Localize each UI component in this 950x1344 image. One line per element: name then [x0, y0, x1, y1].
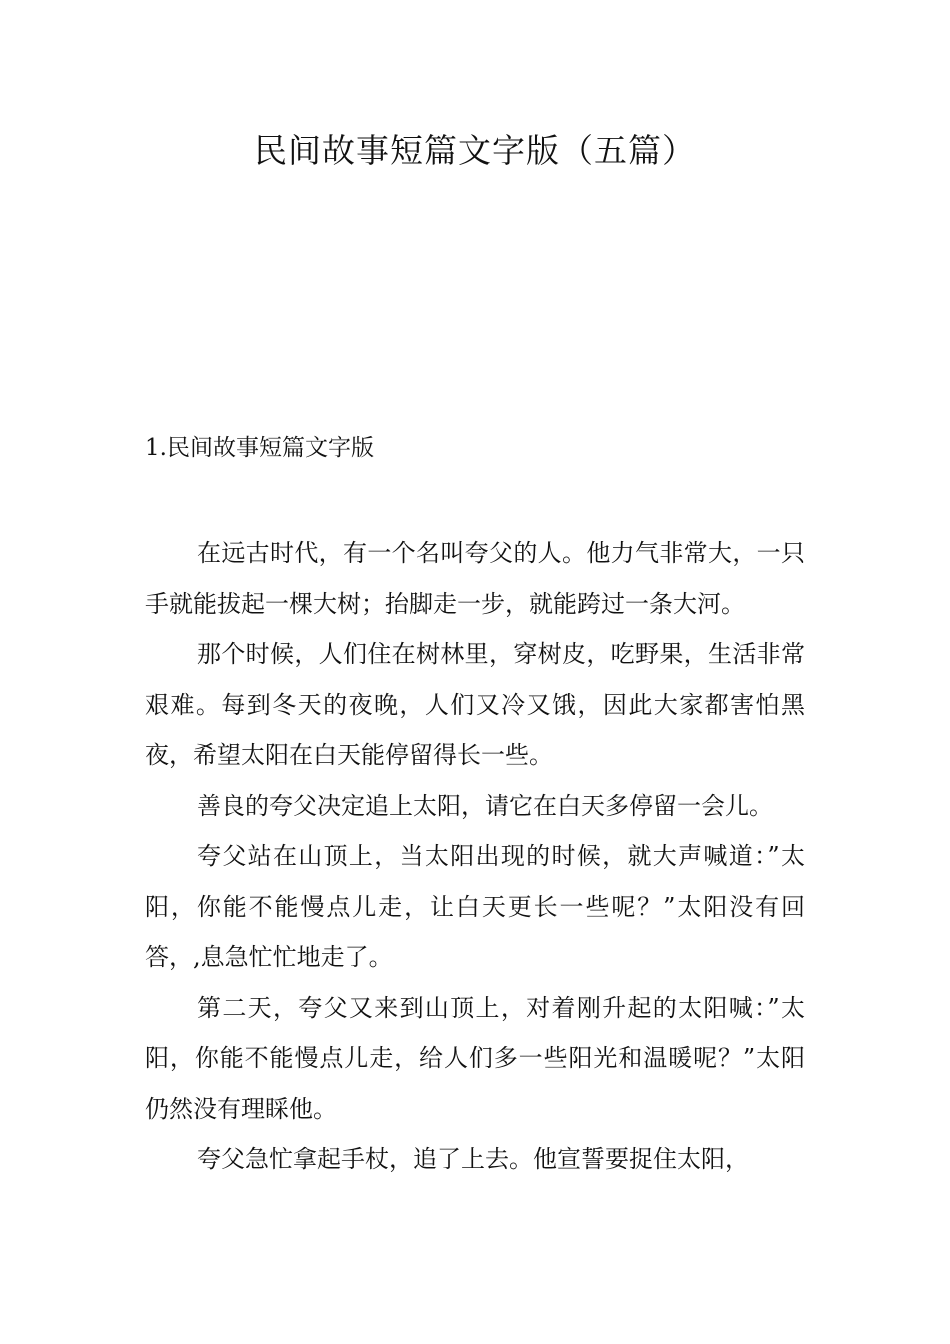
paragraph: 在远古时代，有一个名叫夸父的人。他力气非常大，一只手就能拔起一棵大树；抬脚走一步，就能跨过一条大河。	[145, 539, 805, 618]
paragraph: 善良的夸父决定追上太阳，请它在白天多停留一会儿。	[197, 791, 773, 820]
paragraph: 夸父站在山顶上，当太阳出现的时候，就大声喊道：”太阳，你能不能慢点儿走，让白天更长一些呢？”太阳没有回答，,息急忙忙地走了。	[145, 842, 805, 971]
section-heading: 1.民间故事短篇文字版	[145, 435, 374, 461]
document-title: 民间故事短篇文字版（五篇）	[254, 131, 696, 170]
paragraph: 第二天，夸父又来到山顶上，对着刚升起的太阳喊：”太阳，你能不能慢点儿走，给人们多一些阳光和温暖呢？”太阳仍然没有理睬他。	[145, 993, 805, 1123]
paragraph: 夸父急忙拿起手杖，追了上去。他宣誓要捉住太阳，	[197, 1145, 749, 1173]
paragraph: 那个时候，人们住在树林里，穿树皮，吃野果，生活非常艰难。每到冬天的夜晚，人们又冷又饿，因此大家都害怕黑夜，希望太阳在白天能停留得长一些。	[145, 640, 805, 769]
story-body	[145, 528, 805, 1185]
